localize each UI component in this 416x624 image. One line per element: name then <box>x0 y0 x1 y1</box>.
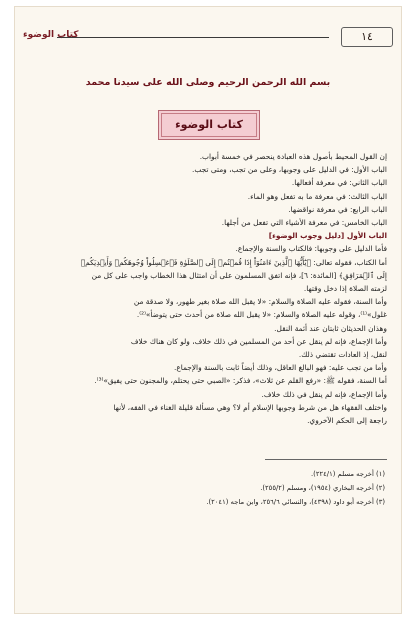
running-head: كتاب الوضوء <box>23 30 79 40</box>
text-line: وأما الإجماع، فإنه لم ينقل عن أحد من المسلمين في ذلك خلاف، ولو كان هناك خلاف <box>130 336 387 346</box>
text-line: الباب الأول: في الدليل على وجوبها، وعلى من تجب، ومتى تجب. <box>192 165 387 175</box>
page-number: ١٤ <box>341 27 393 47</box>
chapter-title-frame <box>158 110 260 140</box>
text-line: واختلف الفقهاء هل من شرط وجوبها الإسلام أم لا؟ وهي مسألة قليلة الغناء في الفقه، لأنها <box>113 402 387 412</box>
footnote: (١) أخرجه مسلم (٢٢٤/١). <box>311 470 385 478</box>
chapter-title: كتاب الوضوء <box>161 113 257 137</box>
basmala: بسم الله الرحمن الرحيم وصلى الله على سيدنا محمد <box>85 77 331 88</box>
text-line: إِلَى ٱلۡمَرَافِقِ﴾ [المائدة: ٦]، فإنه اتفق المسلمون على أن امتثال هذا الخطاب واجب على كل من <box>91 270 387 280</box>
page-header <box>23 27 393 47</box>
text-line: غلول»⁽¹⁾، وقوله عليه الصلاة والسلام: «لا يقبل الله صلاة من أحدث حتى يتوضأ»⁽²⁾. <box>136 310 387 320</box>
footnote: (٣) أخرجه أبو داود (٤٣٩٨)، والنسائي ٢٥٦/٦، وابن ماجه (٢٠٤١). <box>206 498 385 506</box>
text-line: لنقل، إذ العادات تقتضي ذلك. <box>298 350 387 360</box>
book-page <box>14 6 402 614</box>
footnote: (٢) أخرجه البخاري (١٩٥٤)، ومسلم (٢٥٥/٢). <box>260 484 385 492</box>
footnotes <box>25 467 385 509</box>
text-line: إن القول المحيط بأصول هذه العبادة ينحصر في خمسة أبواب. <box>199 152 387 161</box>
text-line: الباب الثاني: في معرفة أفعالها. <box>291 178 387 188</box>
text-line: الباب الرابع: في معرفة نواقضها. <box>288 204 387 214</box>
text-line: وهذان الحديثان ثابتان عند أئمة النقل. <box>274 323 387 333</box>
footnote-divider <box>265 459 387 460</box>
text-line: راجعة إلى الحكم الآخروي. <box>307 416 387 426</box>
header-rule <box>57 37 329 38</box>
text-line: أما السنة، فقوله ﷺ: «رفع القلم عن ثلاث»، فذكر: «الصبي حتى يحتلم، والمجنون حتى يفيق»⁽³⁾. <box>94 376 387 386</box>
body-text <box>25 150 387 427</box>
text-line: وأما من تجب عليه: فهو البالغ العاقل، وذلك أيضاً ثابت بالسنة والإجماع. <box>173 363 387 373</box>
text-line: الباب الثالث: في معرفة ما به تفعل وهو الماء. <box>247 191 387 201</box>
text-line: لزمته الصلاة إذا دخل وقتها. <box>303 284 387 294</box>
text-line: وأما الإجماع، فإنه لم ينقل في ذلك خلاف. <box>261 389 387 399</box>
text-line: فأما الدليل على وجوبها: فالكتاب والسنة والإجماع. <box>235 244 387 254</box>
text-line: الباب الخامس: في معرفة الأشياء التي تفعل من أجلها. <box>221 218 387 228</box>
text-line: وأما السنة، فقوله عليه الصلاة والسلام: «لا يقبل الله صلاة بغير طهور، ولا صدقة من <box>133 297 387 307</box>
section-heading: الباب الأول [دليل وجوب الوضوء] <box>268 231 387 241</box>
text-line: أما الكتاب، فقوله تعالى: ﴿يَٰٓأَيُّهَا ٱلَّذِينَ ءَامَنُوٓاْ إِذَا قُمۡتُمۡ إِلَى ٱلصَّلَوٰةِ فَٱغۡسِلُواْ وُجُوهَكُمۡ وَأَيۡدِيَكُمۡ <box>80 257 387 267</box>
